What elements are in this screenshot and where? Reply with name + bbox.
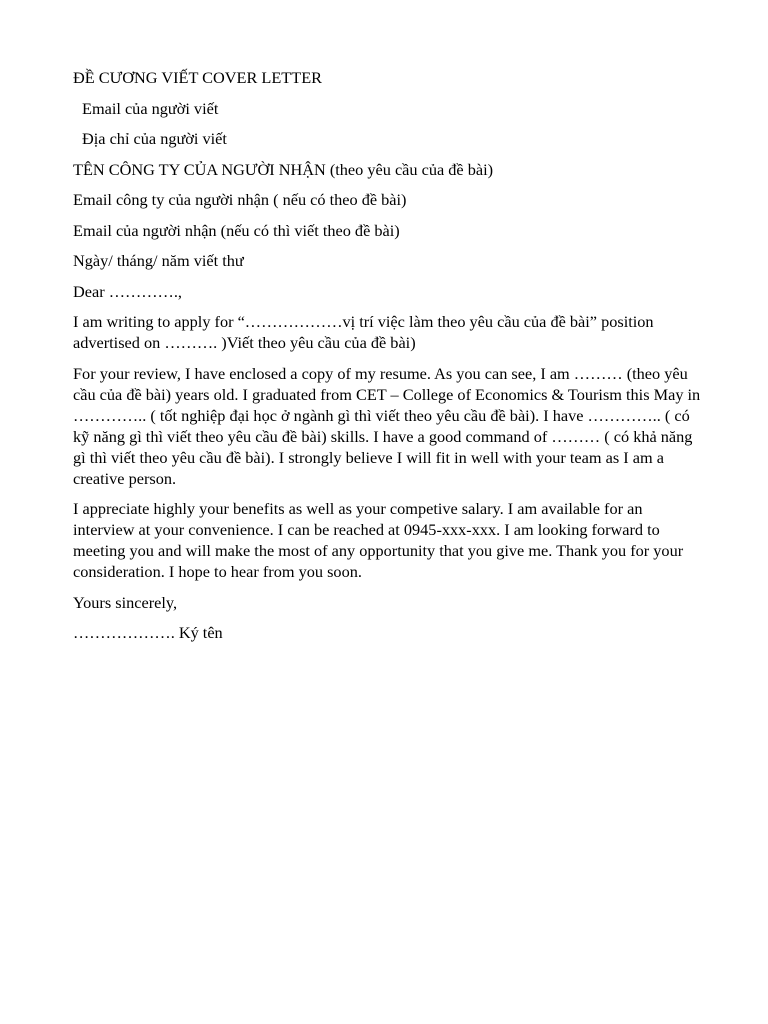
document-title: ĐỀ CƯƠNG VIẾT COVER LETTER <box>73 68 322 87</box>
document-page <box>73 67 703 653</box>
recipient-company-email: Email công ty của người nhận ( nếu có theo đề bài) <box>73 190 407 209</box>
signature: ………………. Ký tên <box>73 623 223 642</box>
closing: Yours sincerely, <box>73 592 178 612</box>
paragraph-appreciate: I appreciate highly your benefits as well as your competive salary. I am available for an interview at your convenience. I can be reached at 0945-xxx-xxx. I am looking forward to meeting you and will make the most of any opportunity that you give me. Thank you for your consideration. I hope to hear from you soon. <box>73 499 684 581</box>
salutation: Dear …………., <box>73 281 182 301</box>
sender-email: Email của người viết <box>82 98 219 118</box>
recipient-email: Email của người nhận (nếu có thì viết theo đề bài) <box>73 220 400 240</box>
sender-address: Địa chỉ của người viết <box>82 129 227 148</box>
paragraph-review: For your review, I have enclosed a copy of my resume. As you can see, I am ……… (theo yêu cầu của đề bài) years old. I graduated from CET – College of Economics & Tourism this May in ………….. ( tốt nghiệp đại học ở ngành gì thì viết theo yêu cầu đề bài). I have ………….. ( có kỹ năng gì thì viết theo yêu cầu đề bài) skills. I have a good command of ……… ( có khả năng gì thì viết theo yêu cầu đề bài). I strongly believe I will fit in well with your team as I am a creative person. <box>73 363 701 488</box>
recipient-company: TÊN CÔNG TY CỦA NGƯỜI NHẬN (theo yêu cầu của đề bài) <box>73 159 494 179</box>
date-line: Ngày/ tháng/ năm viết thư <box>73 251 244 270</box>
paragraph-apply: I am writing to apply for “………………vị trí việc làm theo yêu cầu của đề bài” position advertised on ………. )Viết theo yêu cầu của đề bài) <box>73 312 654 352</box>
